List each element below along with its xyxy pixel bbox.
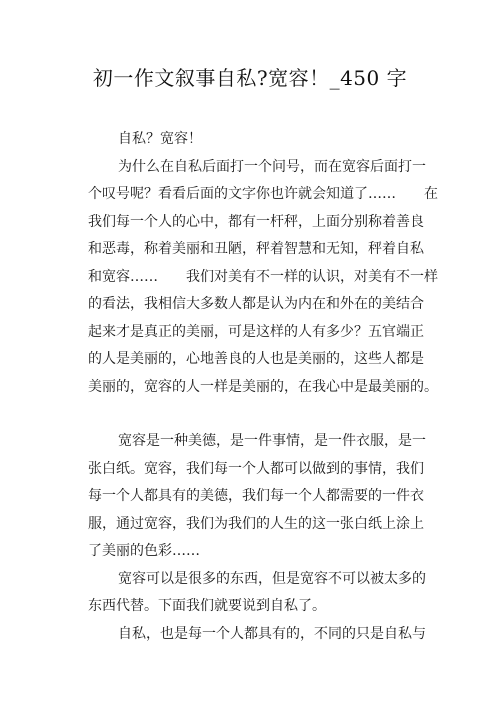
text-line: 美丽的，宽容的人一样是美丽的，在我心中是最美丽的。	[88, 378, 438, 395]
text-line: 自私，也是每一个人都具有的，不同的只是自私与	[118, 625, 426, 642]
text-line: 起来才是真正的美丽，可是这样的人有多少？五官端正	[88, 323, 424, 340]
text-line: 和恶毒，称着美丽和丑陋，秤着智慧和无知，秤着自私	[88, 241, 424, 257]
text-line: 和宽容…… 我们对美有不一样的认识，对美有不一样	[88, 268, 438, 285]
text-line: 东西代替。下面我们就要说到自私了。	[88, 598, 326, 614]
text-line: 个叹号呢？看看后面的文字你也许就会知道了…… 在	[88, 186, 438, 202]
text-line: 宽容是一种美德，是一件事情，是一件衣服，是一	[118, 433, 426, 449]
document-body	[88, 126, 438, 648]
text-line: 了美丽的色彩……	[88, 543, 200, 559]
text-line: 的看法，我相信大多数人都是认为内在和外在的美结合	[88, 296, 424, 312]
text-line: 我们每一个人的心中，都有一杆秤，上面分别称着善良	[88, 213, 424, 230]
text-line: 的人是美丽的，心地善良的人也是美丽的，这些人都是	[88, 351, 424, 367]
document-title: 初一作文叙事自私?宽容！_450 字	[92, 66, 408, 90]
text-line: 为什么在自私后面打一个问号，而在宽容后面打一	[118, 158, 426, 175]
text-line: 每一个人都具有的美德，我们每一个人都需要的一件衣	[88, 488, 424, 504]
text-line: 服，通过宽容，我们为我们的人生的这一张白纸上涂上	[88, 515, 424, 532]
text-line: 宽容可以是很多的东西，但是宽容不可以被太多的	[118, 570, 426, 587]
text-line: 自私？宽容！	[118, 131, 202, 147]
text-line: 张白纸。宽容，我们每一个人都可以做到的事情，我们	[88, 460, 424, 477]
paragraph-gap	[88, 401, 418, 428]
